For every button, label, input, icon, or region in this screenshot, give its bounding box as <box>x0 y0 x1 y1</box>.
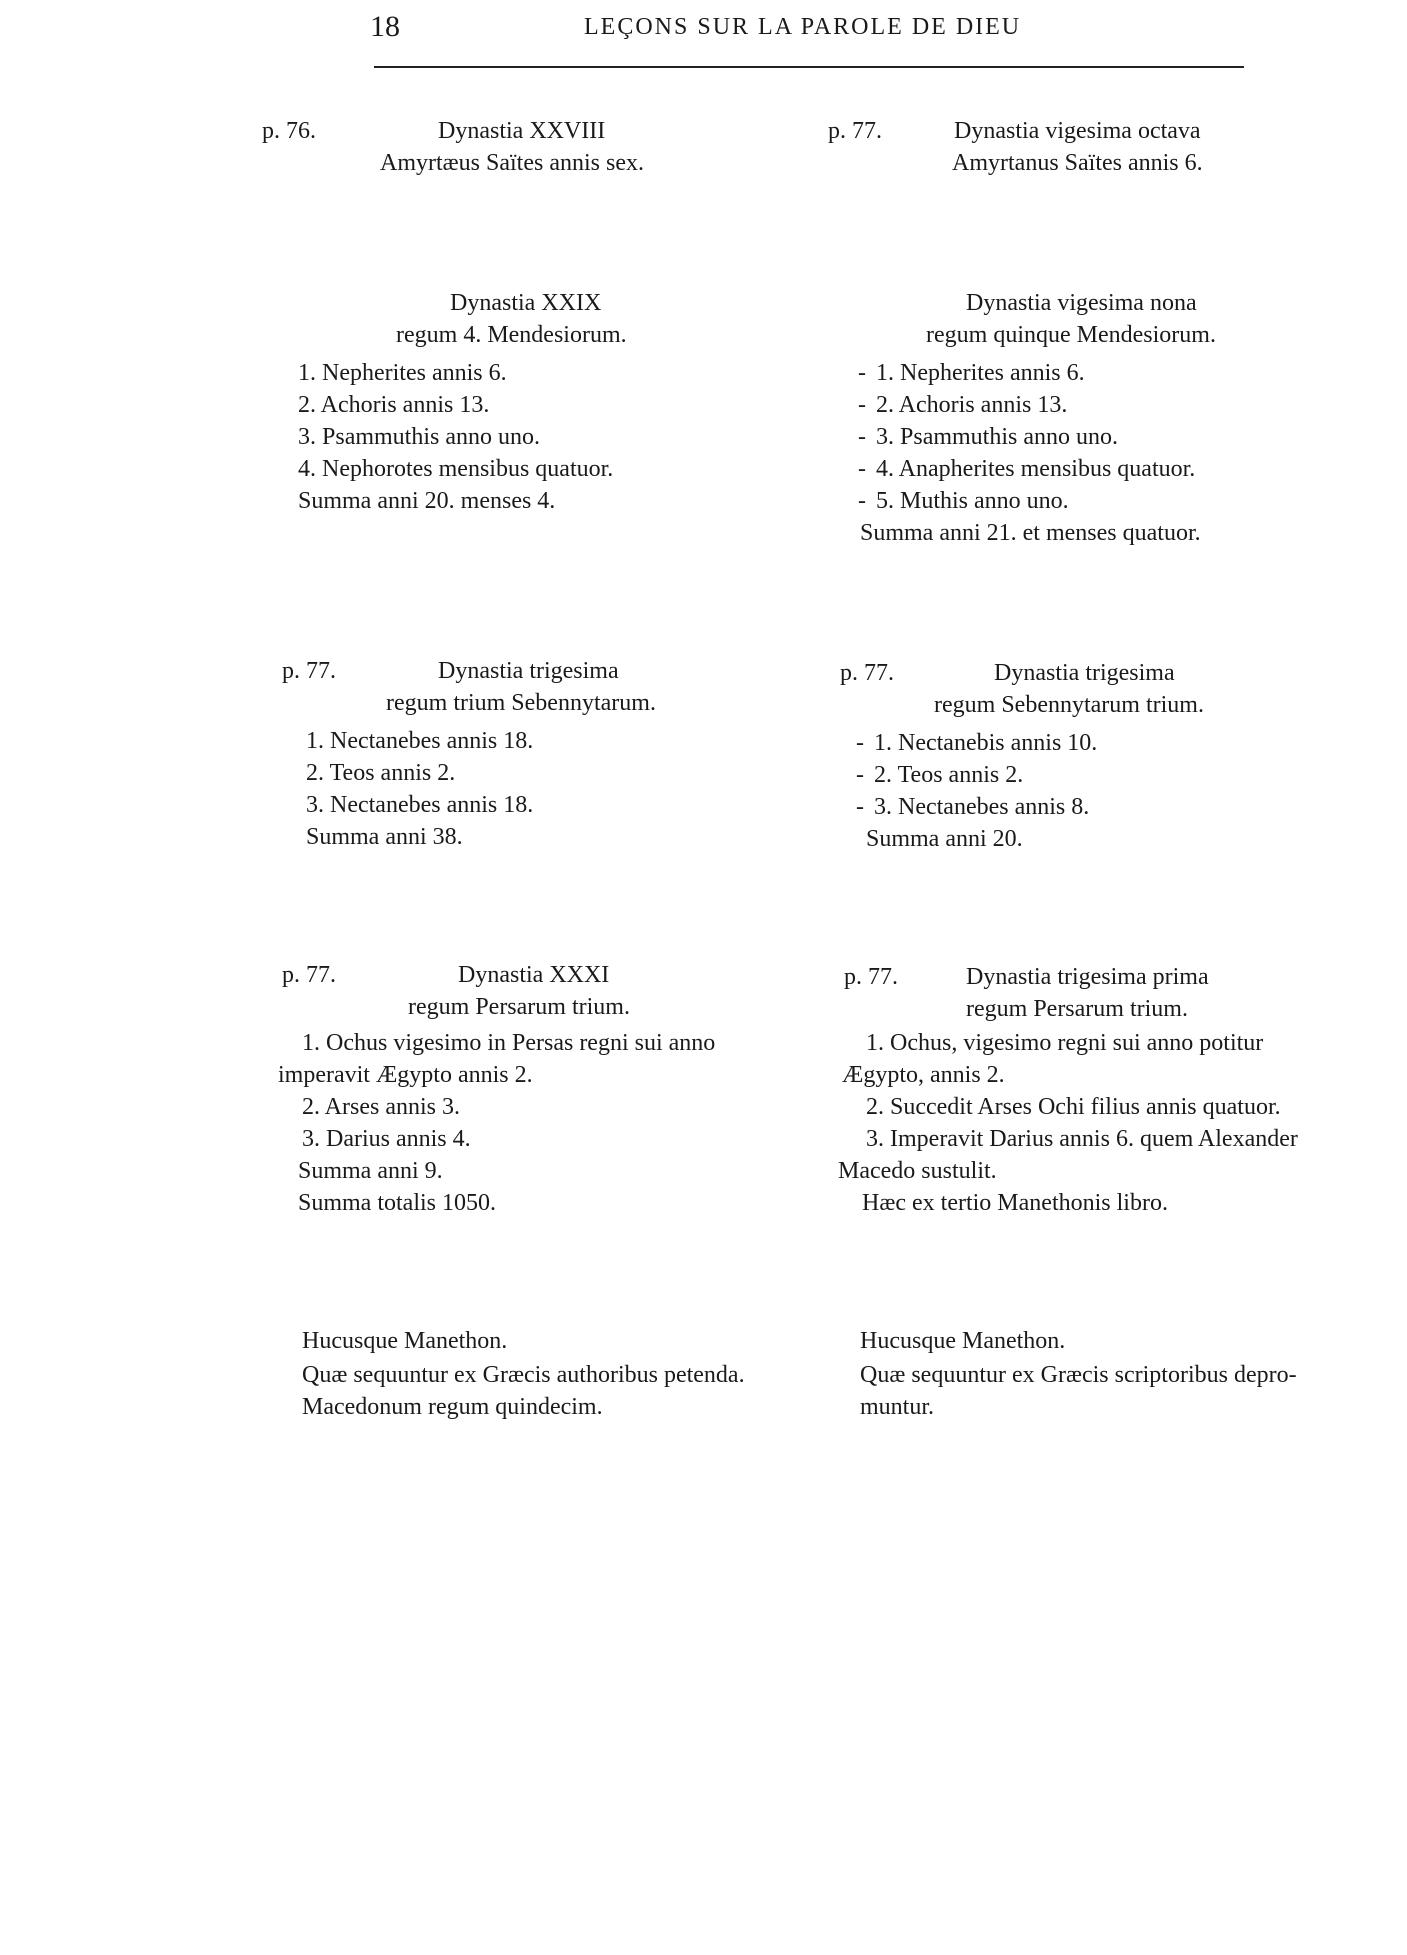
closing-note: Hæc ex tertio Manethonis libro. <box>862 1190 1168 1216</box>
dynasty-title: Dynastia vigesima nona <box>966 290 1197 316</box>
list-item-text: 3. Psammuthis anno uno. <box>876 424 1119 450</box>
list-item: 1. Ochus vigesimo in Persas regni sui anno <box>302 1030 716 1056</box>
dynasty-subtitle: regum Persarum trium. <box>966 996 1188 1022</box>
list-item-text: 1. Nectanebis annis 10. <box>874 730 1098 756</box>
dynasty-title: Dynastia trigesima <box>438 658 619 684</box>
summa: Summa anni 9. <box>298 1158 443 1184</box>
dynasty-line: Amyrtæus Saïtes annis sex. <box>380 150 644 176</box>
dynasty-subtitle: regum Sebennytarum trium. <box>934 692 1204 718</box>
page-ref: p. 77. <box>840 660 894 686</box>
list-item-text: 5. Muthis anno uno. <box>876 488 1069 514</box>
dynasty-subtitle: regum quinque Mendesiorum. <box>926 322 1216 348</box>
list-item: 1. Nectanebes annis 18. <box>306 728 534 754</box>
page-ref: p. 76. <box>262 118 316 144</box>
page-ref: p. 77. <box>828 118 882 144</box>
list-item <box>858 392 1067 419</box>
text-line: Hucusque Manethon. <box>860 1328 1066 1354</box>
list-item: 3. Darius annis 4. <box>302 1126 471 1152</box>
list-item <box>858 424 1118 451</box>
dynasty-title: Dynastia vigesima octava <box>954 118 1201 144</box>
text-line: Macedonum regum quindecim. <box>302 1394 603 1420</box>
text-line: Quæ sequuntur ex Græcis scriptoribus depro- <box>860 1362 1297 1388</box>
dynasty-line: Amyrtanus Saïtes annis 6. <box>952 150 1203 176</box>
header-rule <box>374 66 1244 68</box>
list-item-text: 2. Achoris annis 13. <box>876 392 1068 418</box>
list-item: 3. Psammuthis anno uno. <box>298 424 541 450</box>
running-title: LEÇONS SUR LA PAROLE DE DIEU <box>584 14 1022 40</box>
list-item-text: 4. Anapherites mensibus quatuor. <box>876 456 1196 482</box>
list-item <box>856 762 1023 789</box>
list-item <box>858 456 1195 483</box>
summa-totalis: Summa totalis 1050. <box>298 1190 496 1216</box>
list-item-text: 3. Nectanebes annis 8. <box>874 794 1090 820</box>
dynasty-title: Dynastia trigesima prima <box>966 964 1209 990</box>
summa: Summa anni 21. et menses quatuor. <box>860 520 1201 546</box>
list-item: 2. Teos annis 2. <box>306 760 456 786</box>
dynasty-subtitle: regum 4. Mendesiorum. <box>396 322 627 348</box>
list-item <box>858 360 1085 387</box>
bullet-mark: - <box>858 456 866 482</box>
list-item: 1. Nepherites annis 6. <box>298 360 507 386</box>
bullet-mark: - <box>858 424 866 450</box>
bullet-mark: - <box>856 794 864 820</box>
text-line: Hucusque Manethon. <box>302 1328 508 1354</box>
dynasty-title: Dynastia XXVIII <box>438 118 606 144</box>
dynasty-subtitle: regum trium Sebennytarum. <box>386 690 656 716</box>
list-item-continued: Ægypto, annis 2. <box>842 1062 1005 1088</box>
summa: Summa anni 20. menses 4. <box>298 488 556 514</box>
list-item <box>858 488 1069 515</box>
list-item: 1. Ochus, vigesimo regni sui anno potitur <box>866 1030 1264 1056</box>
list-item: 2. Arses annis 3. <box>302 1094 460 1120</box>
text-line: Quæ sequuntur ex Græcis authoribus petenda. <box>302 1362 745 1388</box>
page-ref: p. 77. <box>844 964 898 990</box>
dynasty-title: Dynastia XXIX <box>450 290 602 316</box>
list-item-continued: Macedo sustulit. <box>838 1158 997 1184</box>
bullet-mark: - <box>856 730 864 756</box>
bullet-mark: - <box>858 360 866 386</box>
summa: Summa anni 38. <box>306 824 463 850</box>
list-item <box>856 730 1097 757</box>
summa: Summa anni 20. <box>866 826 1023 852</box>
list-item <box>856 794 1089 821</box>
dynasty-subtitle: regum Persarum trium. <box>408 994 630 1020</box>
list-item: 3. Nectanebes annis 18. <box>306 792 534 818</box>
list-item: 2. Succedit Arses Ochi filius annis quatuor. <box>866 1094 1281 1120</box>
dynasty-title: Dynastia XXXI <box>458 962 610 988</box>
bullet-mark: - <box>858 488 866 514</box>
bullet-mark: - <box>856 762 864 788</box>
page-number: 18 <box>370 10 400 43</box>
list-item: 3. Imperavit Darius annis 6. quem Alexander <box>866 1126 1298 1152</box>
text-line: muntur. <box>860 1394 935 1420</box>
list-item-text: 2. Teos annis 2. <box>874 762 1024 788</box>
dynasty-title: Dynastia trigesima <box>994 660 1175 686</box>
list-item-continued: imperavit Ægypto annis 2. <box>278 1062 533 1088</box>
bullet-mark: - <box>858 392 866 418</box>
page-ref: p. 77. <box>282 658 336 684</box>
list-item: 2. Achoris annis 13. <box>298 392 490 418</box>
list-item: 4. Nephorotes mensibus quatuor. <box>298 456 614 482</box>
list-item-text: 1. Nepherites annis 6. <box>876 360 1085 386</box>
page-ref: p. 77. <box>282 962 336 988</box>
